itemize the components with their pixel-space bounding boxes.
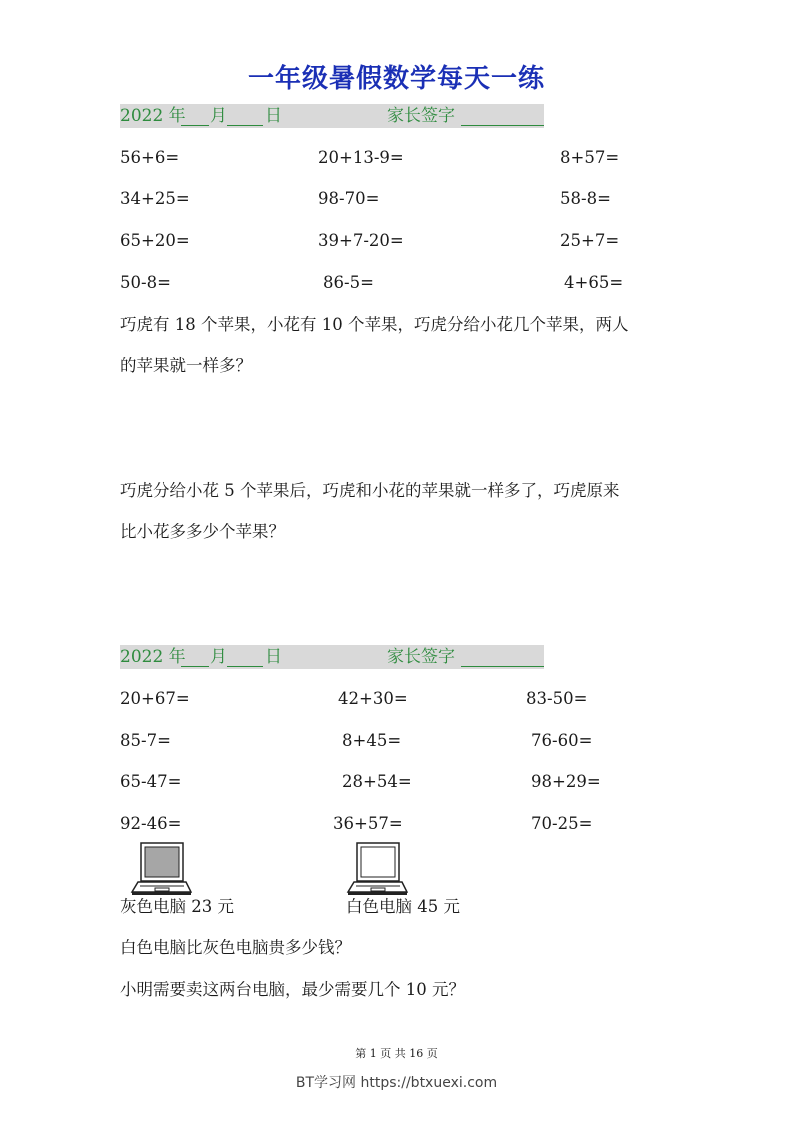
problem-cell: 20+13-9= <box>318 148 404 167</box>
problem-cell: 76-60= <box>531 731 593 750</box>
question-1: 白色电脑比灰色电脑贵多少钱？ <box>120 938 351 957</box>
problem-cell: 25+7= <box>560 231 620 250</box>
problem-cell: 28+54= <box>342 772 412 791</box>
signature-label: 家长签字 <box>387 647 455 667</box>
date-header-2 <box>120 645 544 669</box>
signature-label: 家长签字 <box>387 106 455 126</box>
signature-blank[interactable] <box>461 648 544 667</box>
day-label: 日 <box>265 647 282 667</box>
date-header-1 <box>120 104 544 128</box>
problem-cell: 98-70= <box>318 189 380 208</box>
day-label: 日 <box>265 106 282 126</box>
question-2: 小明需要卖这两台电脑，最少需要几个 10 元？ <box>120 980 465 999</box>
day-blank[interactable] <box>227 107 263 126</box>
laptop-white-label: 白色电脑 45 元 <box>346 897 460 916</box>
problem-cell: 98+29= <box>531 772 601 791</box>
problem-cell: 85-7= <box>120 731 171 750</box>
word-problem-1-line-1: 巧虎有 18 个苹果，小花有 10 个苹果，巧虎分给小花几个苹果，两人 <box>120 315 629 334</box>
problem-cell: 86-5= <box>323 273 374 292</box>
month-blank[interactable] <box>181 648 209 667</box>
problem-cell: 4+65= <box>564 273 624 292</box>
watermark-url[interactable]: BT学习网 https://btxuexi.com <box>295 1075 498 1091</box>
signature-blank[interactable] <box>461 107 544 126</box>
problem-cell: 39+7-20= <box>318 231 404 250</box>
page-title: 一年级暑假数学每天一练 <box>247 64 545 94</box>
year-label: 2022 年 <box>120 647 186 667</box>
laptop-white-icon <box>346 842 408 896</box>
word-problem-2-line-1: 巧虎分给小花 5 个苹果后，巧虎和小花的苹果就一样多了，巧虎原来 <box>120 481 620 500</box>
laptop-gray-label: 灰色电脑 23 元 <box>120 897 234 916</box>
word-problem-2-line-2: 比小花多多少个苹果？ <box>120 522 285 541</box>
month-blank[interactable] <box>181 107 209 126</box>
laptop-gray-icon <box>130 842 192 896</box>
day-blank[interactable] <box>227 648 263 667</box>
page-footer: 第 1 页 共 16 页 <box>355 1047 438 1060</box>
month-label: 月 <box>210 647 227 667</box>
problem-cell: 65+20= <box>120 231 190 250</box>
problem-cell: 34+25= <box>120 189 190 208</box>
month-label: 月 <box>210 106 227 126</box>
word-problem-1-line-2: 的苹果就一样多？ <box>120 356 252 375</box>
year-label: 2022 年 <box>120 106 186 126</box>
problem-cell: 58-8= <box>560 189 611 208</box>
problem-cell: 8+57= <box>560 148 620 167</box>
problem-cell: 50-8= <box>120 273 171 292</box>
problem-cell: 56+6= <box>120 148 180 167</box>
problem-cell: 83-50= <box>526 689 588 708</box>
problem-cell: 42+30= <box>338 689 408 708</box>
problem-cell: 8+45= <box>342 731 402 750</box>
problem-cell: 70-25= <box>531 814 593 833</box>
problem-cell: 65-47= <box>120 772 182 791</box>
problem-cell: 20+67= <box>120 689 190 708</box>
problem-cell: 92-46= <box>120 814 182 833</box>
problem-cell: 36+57= <box>333 814 403 833</box>
